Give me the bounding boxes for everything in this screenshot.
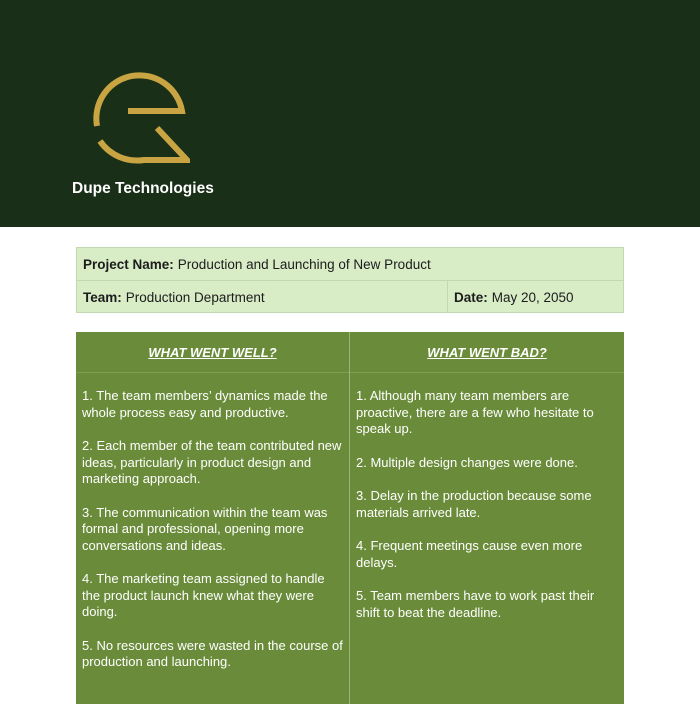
went-bad-item: 4. Frequent meetings cause even more delays.: [356, 538, 583, 570]
project-name-cell: [77, 248, 623, 280]
company-logo-icon: [90, 70, 190, 170]
went-bad-item: 5. Team members have to work past their shift to beat the deadline.: [356, 588, 595, 620]
went-well-heading: WHAT WENT WELL?: [76, 332, 349, 373]
team-cell: [77, 281, 448, 313]
went-well-item: 3. The communication within the team was formal and professional, opening more conversations and ideas.: [82, 504, 328, 553]
project-name-value: Production and Launching of New Product: [177, 256, 431, 272]
went-bad-item: 3. Delay in the production because some materials arrived late.: [356, 488, 592, 520]
went-well-item: 2. Each member of the team contributed new ideas, particularly in product design and marketing approach.: [82, 438, 342, 486]
went-bad-item: 2. Multiple design changes were done.: [356, 454, 578, 470]
went-bad-column: [350, 332, 624, 704]
went-well-item: 1. The team members’ dynamics made the whole process easy and productive.: [82, 388, 328, 420]
went-well-column: [76, 332, 350, 704]
project-info-table: [76, 247, 624, 313]
went-well-item: 5. No resources were wasted in the course of production and launching.: [82, 637, 343, 669]
project-name-row: [77, 248, 623, 281]
team-label: Team:: [83, 289, 122, 305]
date-label: Date:: [454, 289, 488, 305]
project-name-label: Project Name:: [83, 256, 174, 272]
date-cell: [448, 281, 623, 313]
team-value: Production Department: [125, 289, 265, 305]
went-well-item: 4. The marketing team assigned to handle the product launch knew what they were doing.: [82, 571, 325, 619]
retrospective-table: [76, 332, 624, 704]
header-banner: [0, 0, 700, 227]
company-name: Dupe Technologies: [72, 180, 214, 197]
went-bad-heading: WHAT WENT BAD?: [350, 332, 624, 373]
date-value: May 20, 2050: [491, 289, 574, 305]
went-bad-item: 1. Although many team members are proactive, there are a few who hesitate to speak up.: [356, 388, 594, 436]
team-date-row: [77, 281, 623, 313]
